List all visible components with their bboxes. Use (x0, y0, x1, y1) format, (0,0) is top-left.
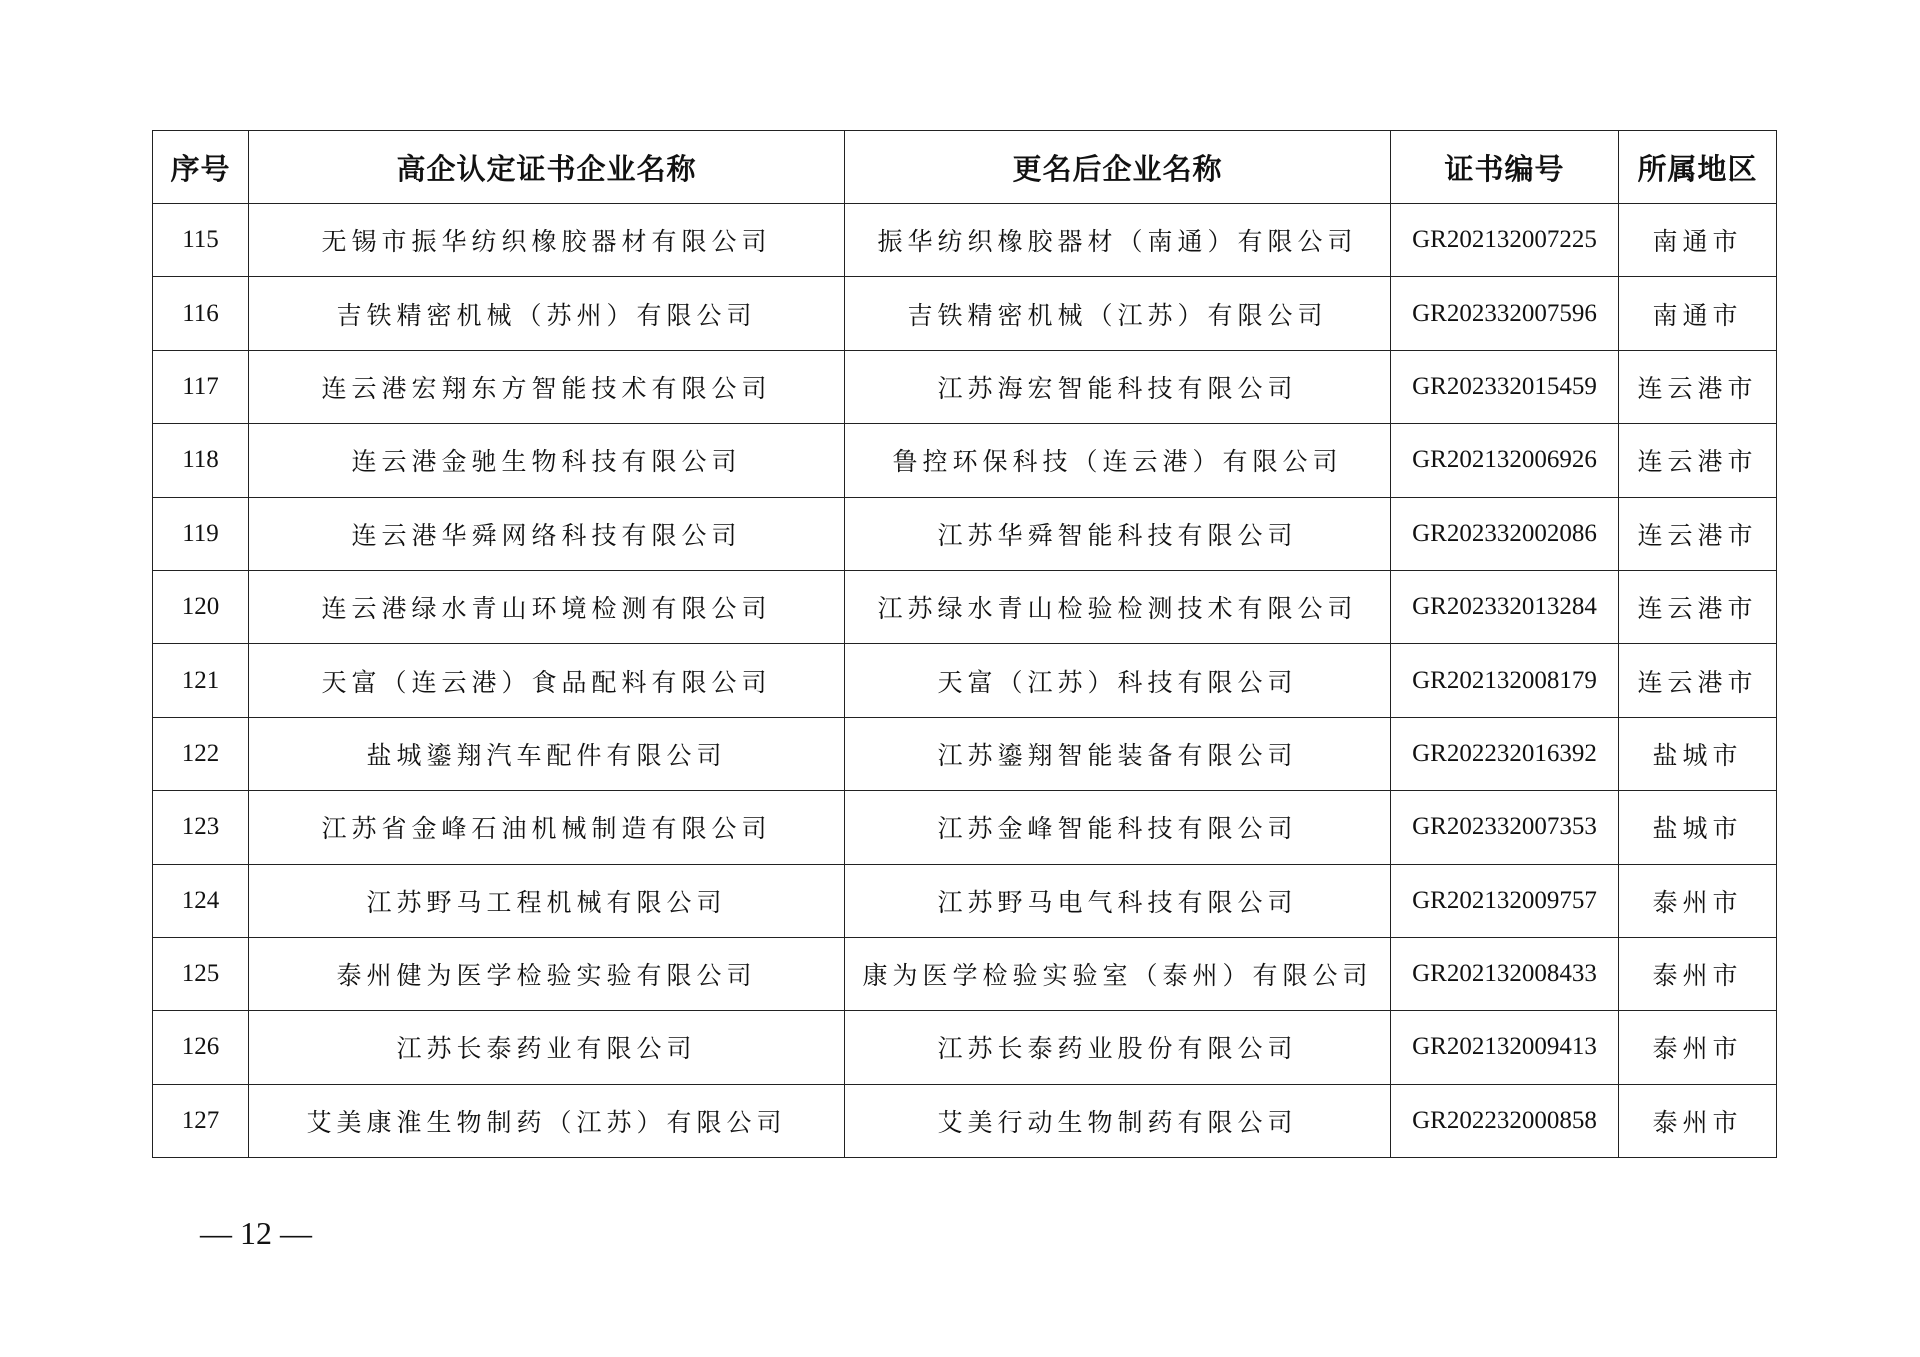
row-region: 南通市 (1619, 204, 1777, 277)
table-row (153, 791, 1777, 864)
table-row (153, 350, 1777, 423)
row-cert-company-name: 无锡市振华纺织橡胶器材有限公司 (249, 204, 845, 277)
row-cert-number: GR202132008433 (1391, 937, 1619, 1010)
table-row (153, 497, 1777, 570)
row-cert-company-name: 盐城鎏翔汽车配件有限公司 (249, 717, 845, 790)
row-seq: 124 (153, 864, 249, 937)
table-row (153, 570, 1777, 643)
header-cert-number: 证书编号 (1391, 131, 1619, 204)
row-renamed-company-name: 江苏海宏智能科技有限公司 (845, 350, 1391, 423)
row-region: 泰州市 (1619, 937, 1777, 1010)
row-cert-number: GR202332002086 (1391, 497, 1619, 570)
page-number: — 12 — (200, 1215, 312, 1251)
header-cert-company-name: 高企认定证书企业名称 (249, 131, 845, 204)
row-cert-number: GR202132006926 (1391, 424, 1619, 497)
row-cert-number: GR202232016392 (1391, 717, 1619, 790)
table-body (153, 204, 1777, 1158)
row-cert-company-name: 江苏野马工程机械有限公司 (249, 864, 845, 937)
header-renamed-company-name: 更名后企业名称 (845, 131, 1391, 204)
row-cert-number: GR202332013284 (1391, 570, 1619, 643)
row-renamed-company-name: 江苏绿水青山检验检测技术有限公司 (845, 570, 1391, 643)
row-cert-number: GR202332007596 (1391, 277, 1619, 350)
row-cert-company-name: 连云港金驰生物科技有限公司 (249, 424, 845, 497)
row-renamed-company-name: 江苏野马电气科技有限公司 (845, 864, 1391, 937)
row-seq: 118 (153, 424, 249, 497)
header-region: 所属地区 (1619, 131, 1777, 204)
row-renamed-company-name: 艾美行动生物制药有限公司 (845, 1084, 1391, 1157)
row-cert-number: GR202132009757 (1391, 864, 1619, 937)
row-region: 泰州市 (1619, 1011, 1777, 1084)
row-region: 连云港市 (1619, 570, 1777, 643)
table-header-row (153, 131, 1777, 204)
row-region: 连云港市 (1619, 497, 1777, 570)
row-seq: 125 (153, 937, 249, 1010)
row-renamed-company-name: 天富（江苏）科技有限公司 (845, 644, 1391, 717)
row-cert-number: GR202332015459 (1391, 350, 1619, 423)
row-region: 连云港市 (1619, 350, 1777, 423)
row-cert-company-name: 天富（连云港）食品配料有限公司 (249, 644, 845, 717)
row-cert-number: GR202132009413 (1391, 1011, 1619, 1084)
company-rename-table (152, 130, 1777, 1158)
row-seq: 121 (153, 644, 249, 717)
row-renamed-company-name: 康为医学检验实验室（泰州）有限公司 (845, 937, 1391, 1010)
row-cert-company-name: 艾美康淮生物制药（江苏）有限公司 (249, 1084, 845, 1157)
row-renamed-company-name: 江苏华舜智能科技有限公司 (845, 497, 1391, 570)
row-renamed-company-name: 吉铁精密机械（江苏）有限公司 (845, 277, 1391, 350)
row-cert-company-name: 泰州健为医学检验实验有限公司 (249, 937, 845, 1010)
row-renamed-company-name: 江苏长泰药业股份有限公司 (845, 1011, 1391, 1084)
row-region: 盐城市 (1619, 717, 1777, 790)
table-row (153, 1011, 1777, 1084)
row-seq: 127 (153, 1084, 249, 1157)
row-seq: 116 (153, 277, 249, 350)
row-cert-company-name: 连云港华舜网络科技有限公司 (249, 497, 845, 570)
row-cert-company-name: 连云港宏翔东方智能技术有限公司 (249, 350, 845, 423)
row-region: 泰州市 (1619, 864, 1777, 937)
table-row (153, 644, 1777, 717)
table-row (153, 717, 1777, 790)
row-seq: 117 (153, 350, 249, 423)
row-seq: 126 (153, 1011, 249, 1084)
row-seq: 119 (153, 497, 249, 570)
row-region: 连云港市 (1619, 424, 1777, 497)
row-region: 泰州市 (1619, 1084, 1777, 1157)
row-cert-company-name: 连云港绿水青山环境检测有限公司 (249, 570, 845, 643)
table-row (153, 864, 1777, 937)
row-seq: 123 (153, 791, 249, 864)
table-row (153, 424, 1777, 497)
row-cert-number: GR202132008179 (1391, 644, 1619, 717)
row-region: 连云港市 (1619, 644, 1777, 717)
header-seq: 序号 (153, 131, 249, 204)
row-renamed-company-name: 振华纺织橡胶器材（南通）有限公司 (845, 204, 1391, 277)
row-cert-company-name: 江苏长泰药业有限公司 (249, 1011, 845, 1084)
row-cert-company-name: 江苏省金峰石油机械制造有限公司 (249, 791, 845, 864)
row-region: 盐城市 (1619, 791, 1777, 864)
row-cert-number: GR202232000858 (1391, 1084, 1619, 1157)
row-cert-number: GR202332007353 (1391, 791, 1619, 864)
table-row (153, 937, 1777, 1010)
row-seq: 115 (153, 204, 249, 277)
row-cert-number: GR202132007225 (1391, 204, 1619, 277)
row-seq: 122 (153, 717, 249, 790)
row-cert-company-name: 吉铁精密机械（苏州）有限公司 (249, 277, 845, 350)
table-row (153, 277, 1777, 350)
row-renamed-company-name: 江苏金峰智能科技有限公司 (845, 791, 1391, 864)
table-row (153, 1084, 1777, 1157)
row-renamed-company-name: 鲁控环保科技（连云港）有限公司 (845, 424, 1391, 497)
table-row (153, 204, 1777, 277)
row-seq: 120 (153, 570, 249, 643)
row-renamed-company-name: 江苏鎏翔智能装备有限公司 (845, 717, 1391, 790)
row-region: 南通市 (1619, 277, 1777, 350)
